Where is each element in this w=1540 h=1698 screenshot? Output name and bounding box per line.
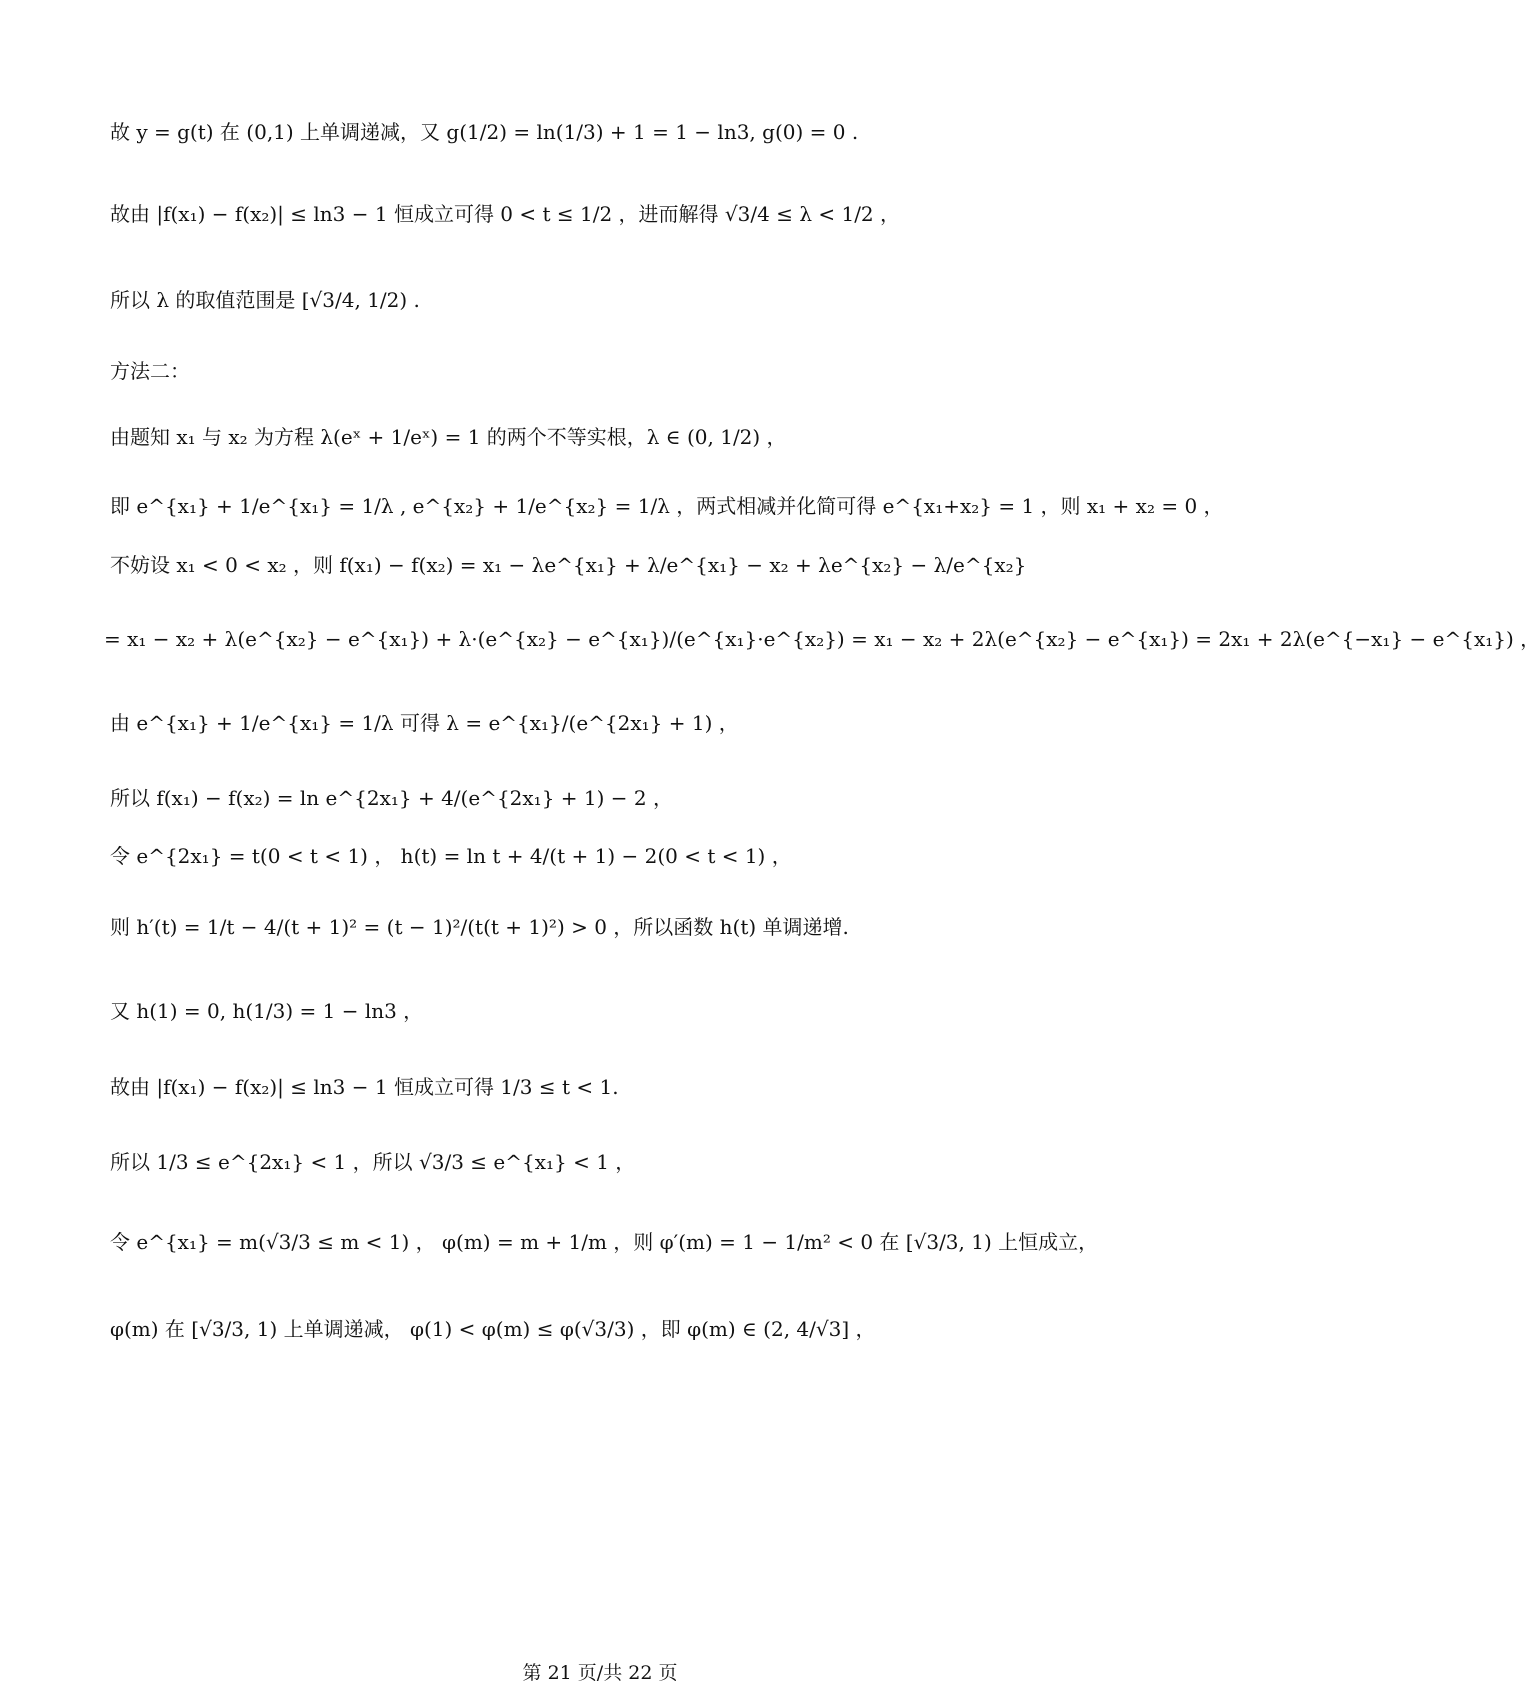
text-line-6: 即 e^{x₁} + 1/e^{x₁} = 1/λ , e^{x₂} + 1/e^{x₂} = 1/λ ，两式相减并化简可得 e^{x₁+x₂} = 1 ，则 x₁ + x₂ = 0 ， [110, 494, 1224, 518]
text-line-3: 所以 λ 的取值范围是 [√3/4, 1/2) . [110, 288, 420, 312]
text-line-10: 所以 f(x₁) − f(x₂) = ln e^{2x₁} + 4/(e^{2x₁} + 1) − 2 ， [110, 786, 673, 810]
section-heading-method-two: 方法二： [110, 359, 190, 383]
page-footer: 第 21 页/共 22 页 [522, 1662, 678, 1684]
text-line-15: 所以 1/3 ≤ e^{2x₁} < 1 ，所以 √3/3 ≤ e^{x₁} < 1 ， [110, 1150, 636, 1174]
text-line-8: = x₁ − x₂ + λ(e^{x₂} − e^{x₁}) + λ·(e^{x₂} − e^{x₁})/(e^{x₁}·e^{x₂}) = x₁ − x₂ + 2λ(e^{x₂} − e^{x₁}) = 2x₁ + 2λ(e^{−x₁} − e^{x₁}) ， [104, 627, 1540, 651]
text-line-1: 故 y = g(t) 在 (0,1) 上单调递减，又 g(1/2) = ln(1/3) + 1 = 1 − ln3, g(0) = 0 . [110, 120, 859, 144]
text-line-5: 由题知 x₁ 与 x₂ 为方程 λ(eˣ + 1/eˣ) = 1 的两个不等实根，λ ∈ (0, 1/2) ， [110, 425, 787, 449]
text-line-9: 由 e^{x₁} + 1/e^{x₁} = 1/λ 可得 λ = e^{x₁}/(e^{2x₁} + 1) ， [110, 711, 739, 735]
text-line-2: 故由 |f(x₁) − f(x₂)| ≤ ln3 − 1 恒成立可得 0 < t ≤ 1/2 ，进而解得 √3/4 ≤ λ < 1/2 ， [110, 202, 901, 226]
text-line-16: 令 e^{x₁} = m(√3/3 ≤ m < 1) ， φ(m) = m + 1/m ，则 φ′(m) = 1 − 1/m² < 0 在 [√3/3, 1) 上恒成立， [110, 1230, 1099, 1254]
text-line-13: 又 h(1) = 0, h(1/3) = 1 − ln3 ， [110, 999, 424, 1023]
text-line-7: 不妨设 x₁ < 0 < x₂ ，则 f(x₁) − f(x₂) = x₁ − λe^{x₁} + λ/e^{x₁} − x₂ + λe^{x₂} − λ/e^{x₂} [110, 553, 1027, 577]
text-line-12: 则 h′(t) = 1/t − 4/(t + 1)² = (t − 1)²/(t(t + 1)²) > 0 ，所以函数 h(t) 单调递增. [110, 915, 849, 939]
text-line-11: 令 e^{2x₁} = t(0 < t < 1) ， h(t) = ln t + 4/(t + 1) − 2(0 < t < 1) ， [110, 844, 792, 868]
text-line-14: 故由 |f(x₁) − f(x₂)| ≤ ln3 − 1 恒成立可得 1/3 ≤ t < 1. [110, 1075, 619, 1099]
text-line-17: φ(m) 在 [√3/3, 1) 上单调递减， φ(1) < φ(m) ≤ φ(√3/3) ，即 φ(m) ∈ (2, 4/√3] ， [110, 1317, 876, 1341]
